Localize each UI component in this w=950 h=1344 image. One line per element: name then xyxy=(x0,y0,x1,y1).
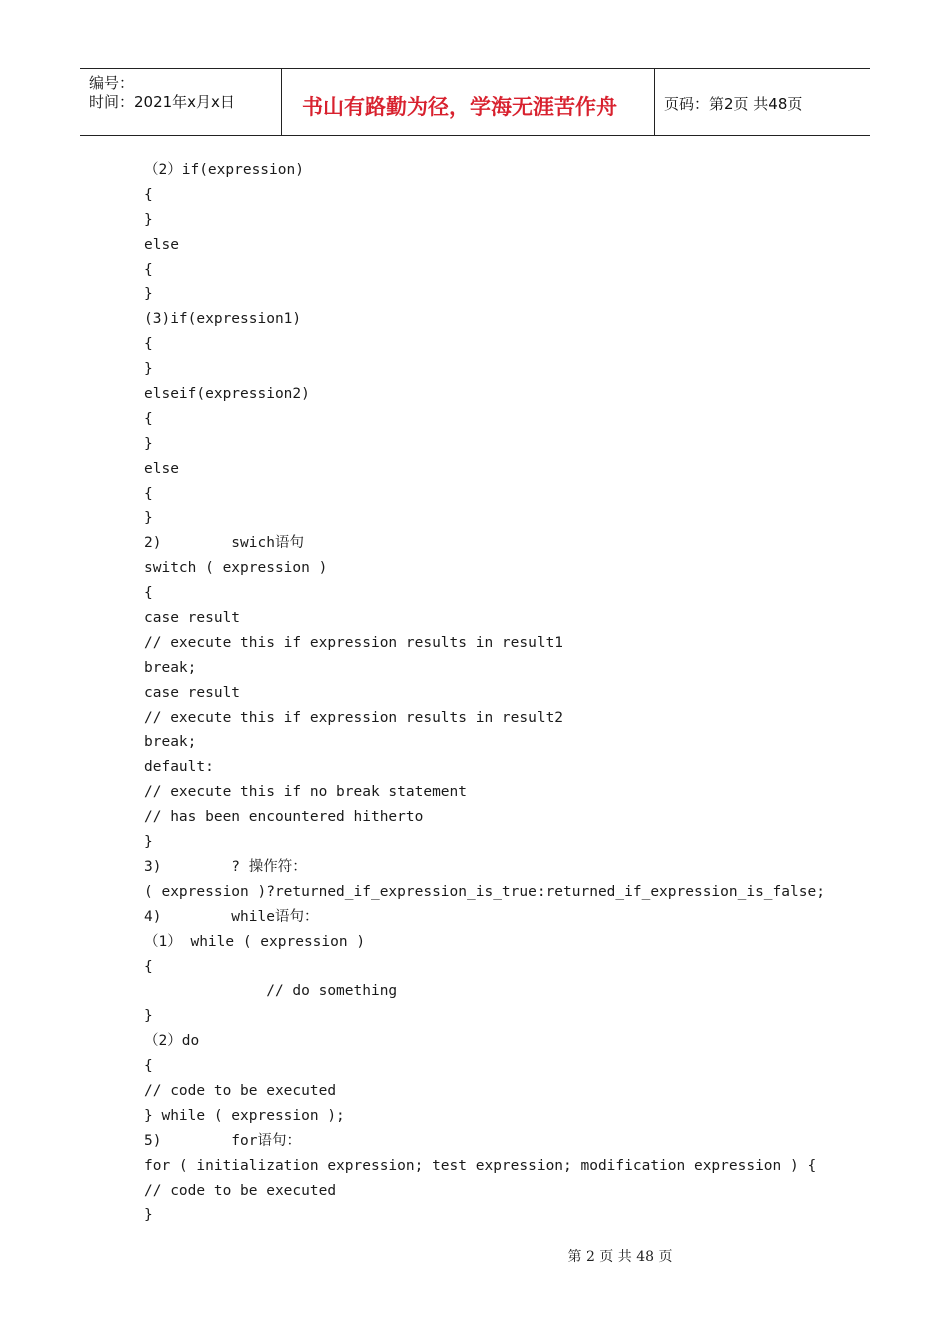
code-line: { xyxy=(144,336,153,353)
code-line: } xyxy=(144,834,153,851)
code-line: // code to be executed xyxy=(144,1182,337,1199)
code-line: { xyxy=(144,485,153,502)
code-line: （1） while ( expression ) xyxy=(144,933,366,950)
code-line: } xyxy=(144,361,153,378)
header-meta-cell xyxy=(80,69,282,135)
code-line: { xyxy=(144,585,153,602)
code-line: } xyxy=(144,286,153,303)
code-line: // execute this if no break statement xyxy=(144,784,468,801)
header-page-info: 页码：第2页 共48页 xyxy=(664,95,803,113)
code-line: （2）if(expression) xyxy=(144,162,304,178)
code-line: default: xyxy=(144,759,214,776)
code-line: 2) swich语句 xyxy=(144,535,304,552)
code-line: elseif(expression2) xyxy=(144,386,310,403)
code-line: else xyxy=(144,236,179,253)
code-line: // code to be executed xyxy=(144,1082,337,1099)
code-line: case result xyxy=(144,610,241,627)
code-line: } xyxy=(144,1207,153,1224)
code-line: (3)if(expression1) xyxy=(144,311,302,328)
code-line: break; xyxy=(144,659,197,676)
header-motto-cell xyxy=(282,69,655,135)
code-line: （2）do xyxy=(144,1033,200,1050)
page-header xyxy=(80,68,870,136)
code-line: { xyxy=(144,1058,153,1075)
code-line: // execute this if expression results in result1 xyxy=(144,634,564,651)
code-line: } xyxy=(144,510,153,527)
code-line: case result xyxy=(144,684,241,701)
code-listing xyxy=(144,158,844,1228)
code-line: } xyxy=(144,435,153,452)
code-line: switch ( expression ) xyxy=(144,560,328,577)
code-line: 4) while语句： xyxy=(144,908,319,925)
code-line: } xyxy=(144,1008,153,1025)
code-line: // has been encountered hitherto xyxy=(144,809,424,826)
code-line: else xyxy=(144,460,179,477)
serial-label: 编号： xyxy=(89,74,135,92)
code-line: ( expression )?returned_if_expression_is_true:returned_if_expression_is_false; xyxy=(144,883,825,900)
code-line: // do something xyxy=(144,983,398,1000)
code-line: { xyxy=(144,261,153,278)
code-line: } while ( expression ); xyxy=(144,1107,345,1124)
code-line: 5) for语句： xyxy=(144,1132,301,1149)
footer-page-number: 第 2 页 共 48 页 xyxy=(567,1249,673,1265)
time-label: 时间：2021年x月x日 xyxy=(89,93,235,111)
code-line: 3) ? 操作符： xyxy=(144,858,307,875)
code-line: // execute this if expression results in result2 xyxy=(144,709,564,726)
code-line: { xyxy=(144,958,153,975)
code-line: break; xyxy=(144,734,197,751)
code-line: { xyxy=(144,410,153,427)
page-footer xyxy=(0,1246,950,1266)
code-line: { xyxy=(144,186,153,203)
code-line: } xyxy=(144,211,153,228)
code-line: for ( initialization expression; test expression; modification expression ) { xyxy=(144,1157,817,1174)
motto: 书山有路勤为径，学海无涯苦作舟 xyxy=(302,95,617,119)
